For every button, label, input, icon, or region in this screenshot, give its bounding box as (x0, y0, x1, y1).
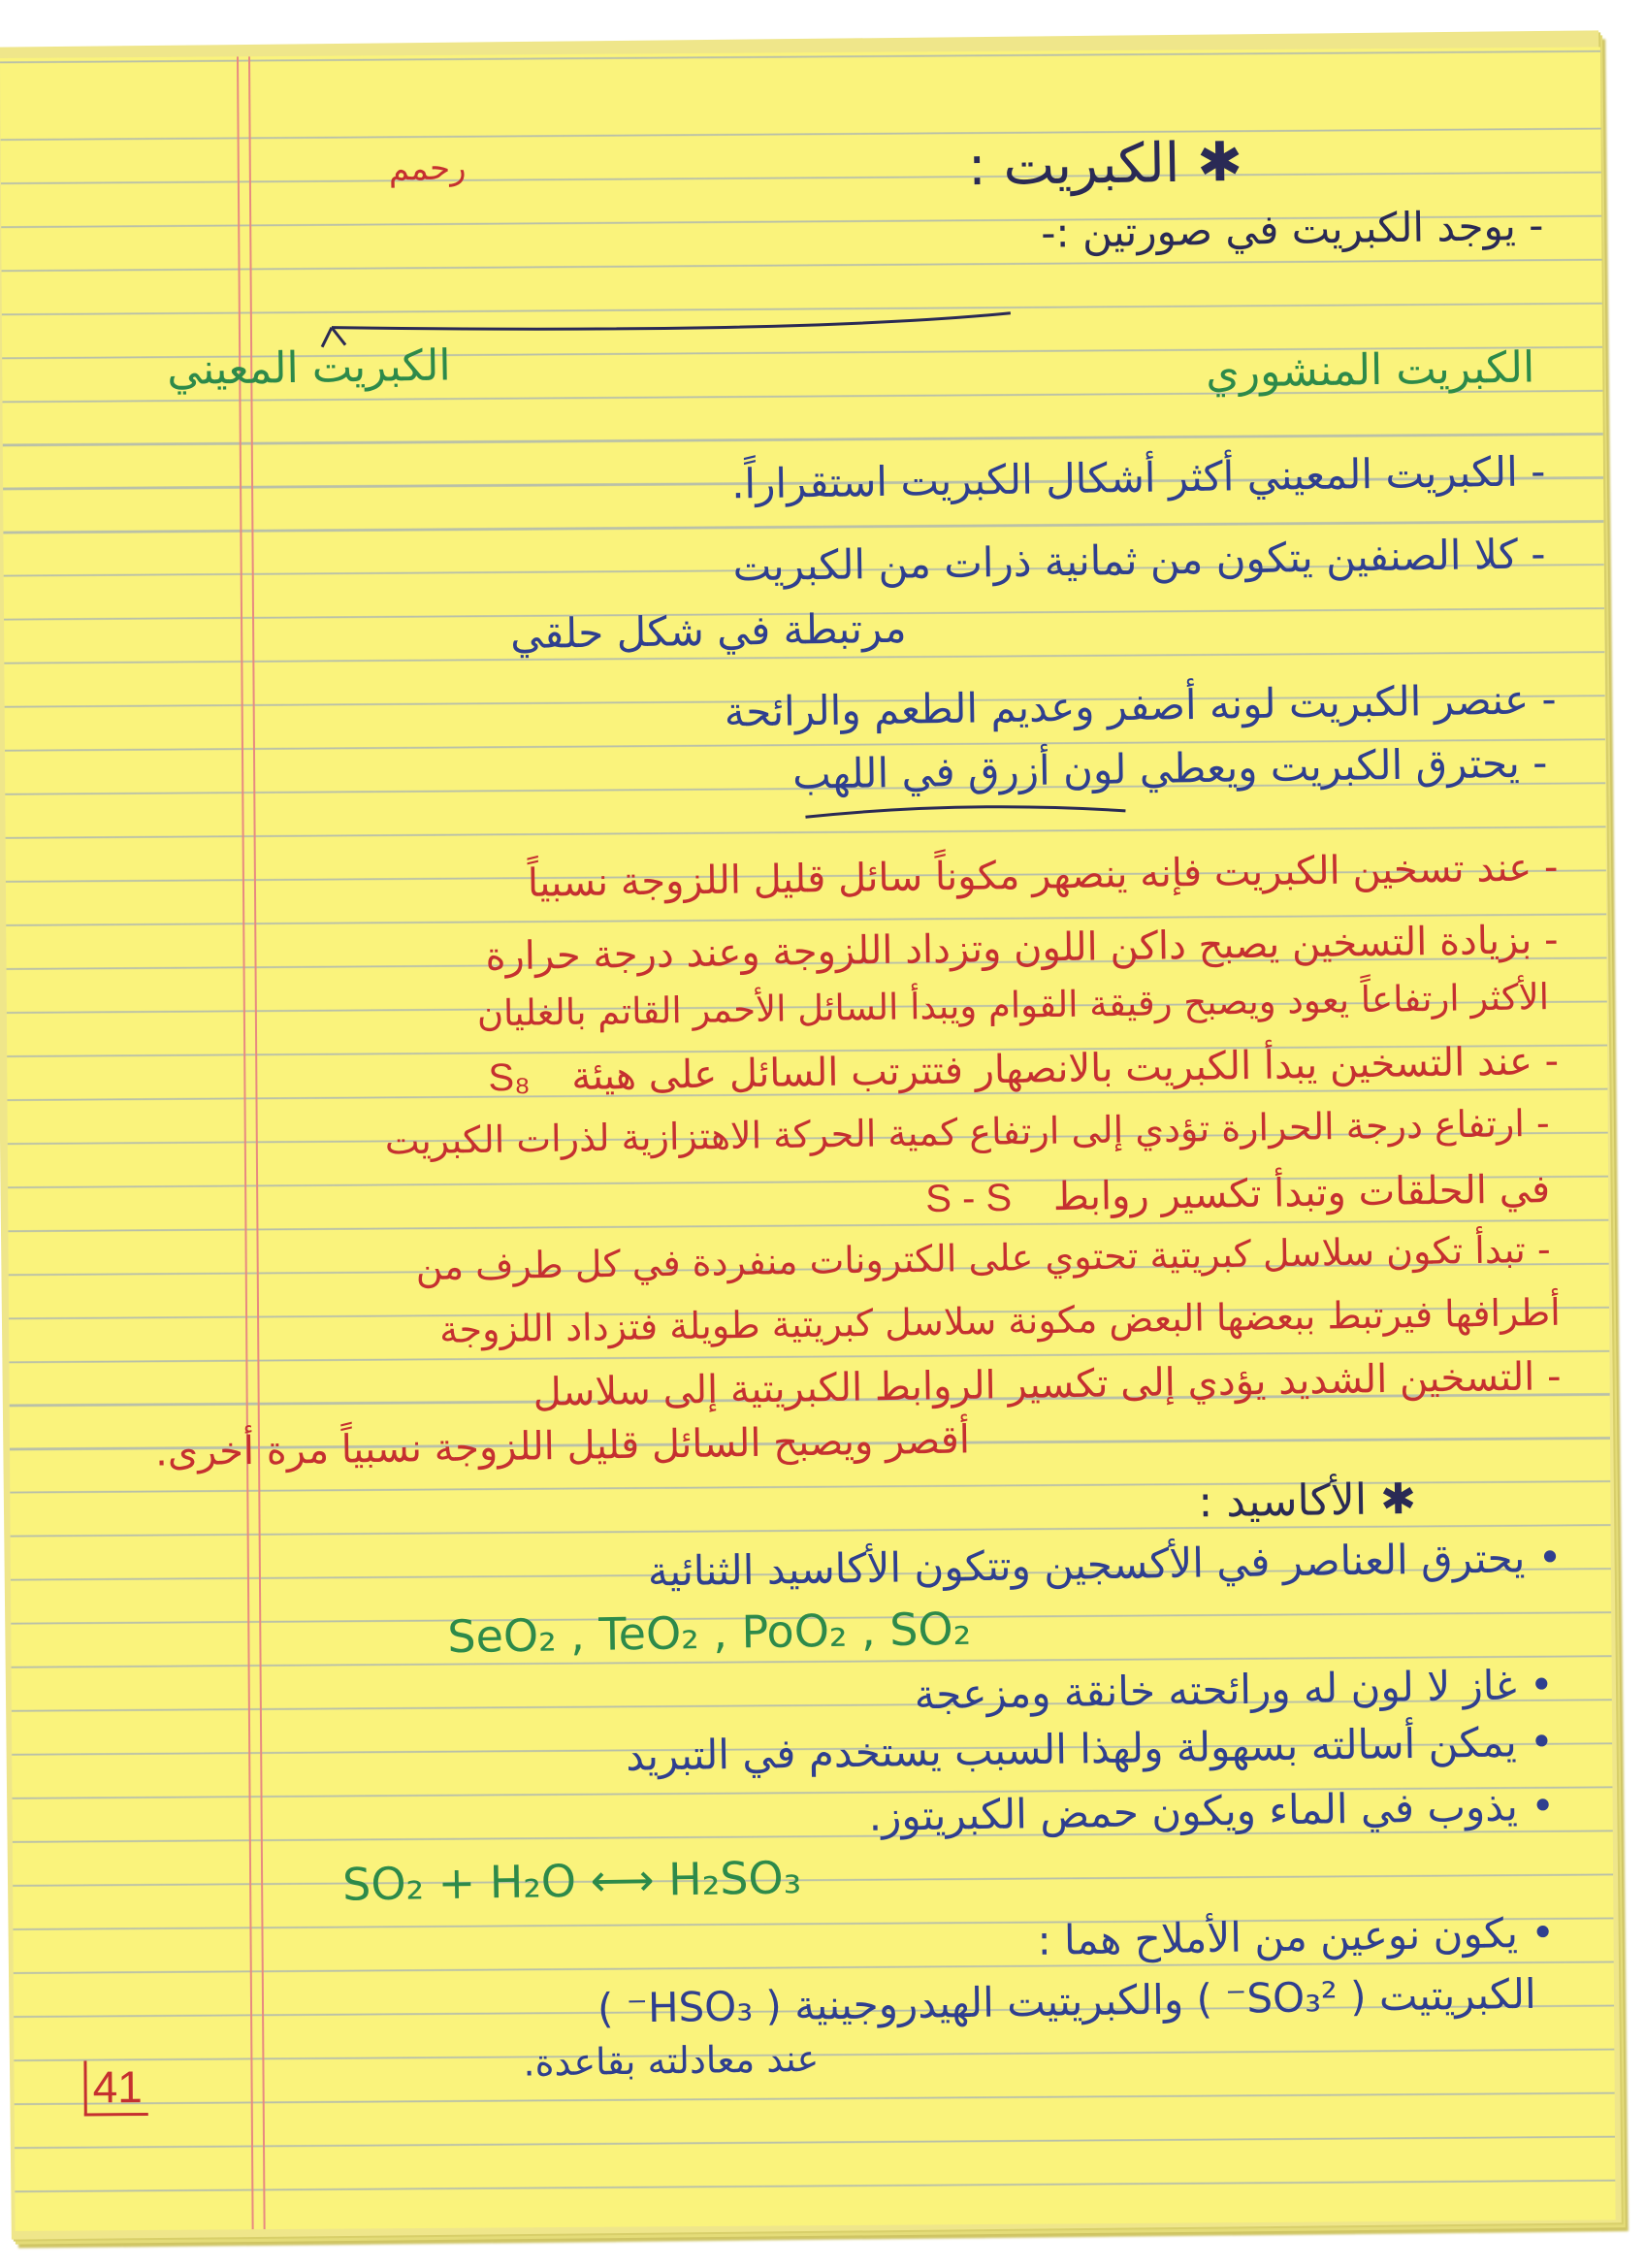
form-left-label: الكبريت المعيني (166, 340, 452, 396)
note-line (488, 1038, 1560, 1100)
intro-line: - يوجد الكبريت في صورتين :- (1040, 201, 1544, 257)
note-line: • يمكن أسالته بسهولة ولهذا السبب يستخدم في التبريد (626, 1717, 1555, 1780)
note-line: - يحترق الكبريت ويعطي لون أزرق في اللهب (791, 738, 1548, 798)
note-line: - التسخين الشديد يؤدي إلى تكسير الروابط الكبريتية إلى سلاسل (532, 1354, 1562, 1415)
note-line: - عند تسخين الكبريت فإنه ينصهر مكوناً سائل قليل اللزوجة نسبياً (527, 845, 1559, 906)
oxides-title: ✱ الأكاسيد : (1198, 1474, 1417, 1528)
note-line: - تبدأ تكون سلاسل كبريتية تحتوي على الكترونات منفردة في كل طرف من (415, 1227, 1551, 1289)
notebook-page (0, 47, 1616, 2230)
corner-mark: رحمم (388, 148, 467, 189)
note-line: - بزيادة التسخين يصبح داكن اللون وتزداد اللزوجة وعند درجة حرارة (485, 917, 1559, 980)
note-line (924, 1167, 1551, 1221)
page-title: ✱ الكبريت : (966, 130, 1243, 199)
page-number: 41 (83, 2060, 148, 2116)
oxide-formulas: SeO₂ , TeO₂ , PoO₂ , SO₂ (446, 1602, 972, 1664)
note-line: أطرافها فيرتبط ببعضها البعض مكونة سلاسل كبريتية طويلة فتزداد اللزوجة (439, 1290, 1562, 1351)
formula-s-s: S - S (924, 1176, 1013, 1221)
note-line: أقصر ويصبح السائل قليل اللزوجة نسبياً مرة أخرى. (154, 1417, 971, 1475)
formula-s8: S₈ (488, 1055, 532, 1100)
note-line: مرتبطة في شكل حلقي (509, 603, 907, 659)
chemical-equation: SO₂ + H₂O ⟷ H₂SO₃ (341, 1851, 802, 1911)
note-line: • غاز لا لون له ورائحته خانقة ومزعجة (914, 1660, 1555, 1719)
note-line: • يذوب في الماء ويكون حمض الكبريتوز. (867, 1781, 1555, 1840)
note-line: - كلا الصنفين يتكون من ثمانية ذرات من الكبريت (732, 530, 1546, 591)
note-text: - عند التسخين يبدأ الكبريت بالانصهار فتترتب السائل على هيئة (571, 1038, 1560, 1099)
note-line: الكبريتيت ( SO₃²⁻ ) والكبريتيت الهيدروجينية ( HSO₃⁻ ) (597, 1969, 1537, 2032)
note-line: • يحترق العناصر في الأكسجين وتتكون الأكاسيد الثنائية (647, 1533, 1564, 1596)
form-right-label: الكبريت المنشوري (1205, 342, 1535, 398)
note-line: - ارتفاع درجة الحرارة تؤدي إلى ارتفاع كمية الحركة الاهتزازية لذرات الكبريت (384, 1101, 1551, 1163)
note-line: الأكثر ارتفاعاً يعود ويصبح رقيقة القوام ويبدأ السائل الأحمر القاتم بالغليان (476, 976, 1550, 1035)
note-line: • يكون نوعين من الأملاح هما : (1037, 1908, 1556, 1964)
note-line: - عنصر الكبريت لونه أصفر وعديم الطعم والرائحة (724, 675, 1558, 736)
note-text: في الحلقات وتبدأ تكسير روابط (1052, 1167, 1551, 1220)
note-line: عند معادلته بقاعدة. (523, 2036, 820, 2085)
note-line: - الكبريت المعيني أكثر أشكال الكبريت استقراراً. (730, 447, 1546, 508)
section-separator (800, 797, 1130, 828)
